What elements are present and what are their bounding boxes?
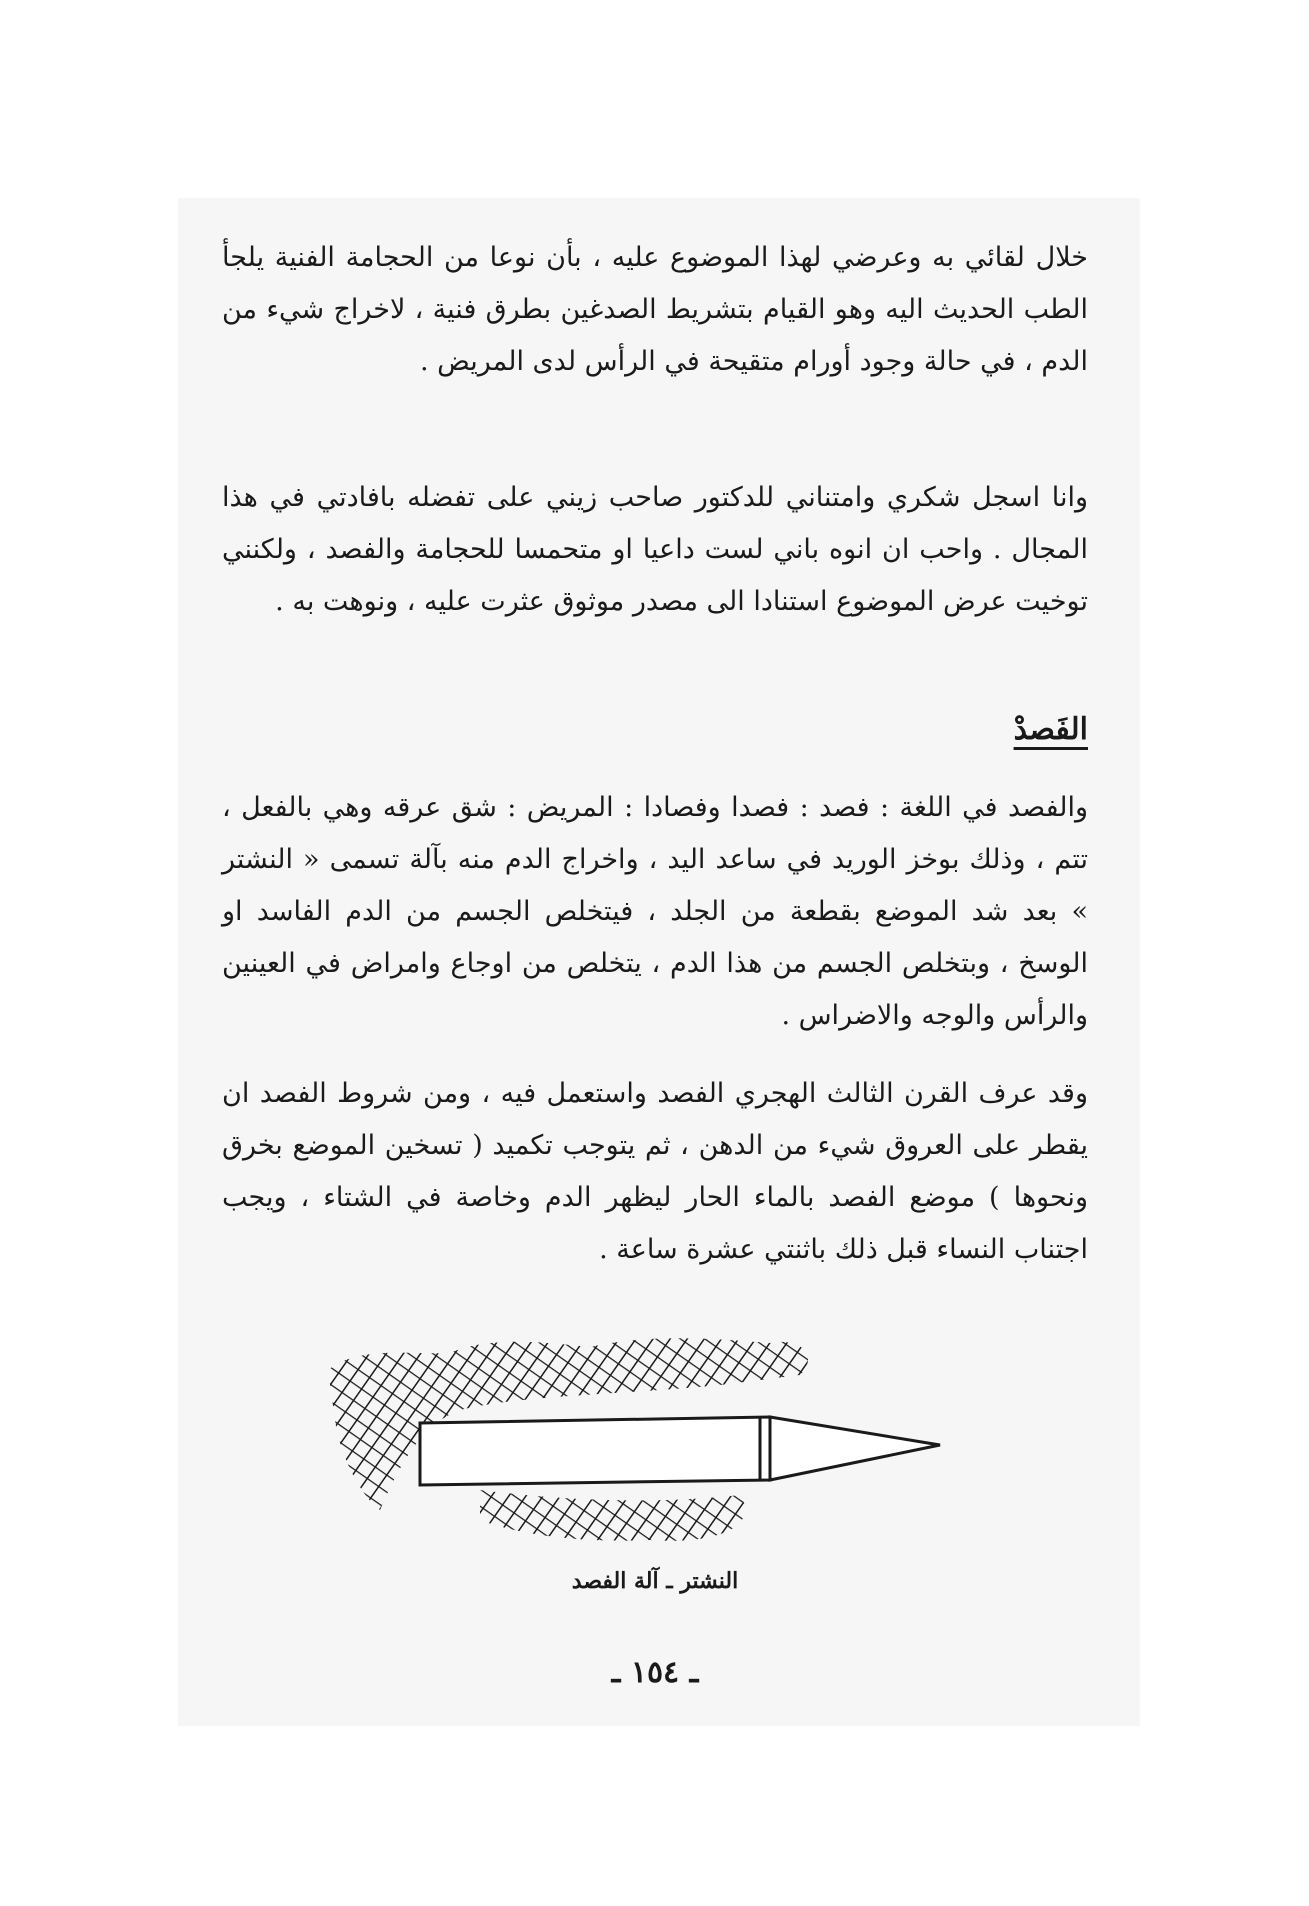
section-heading: الفَصدْ bbox=[1013, 712, 1088, 747]
figure-caption: النشتر ـ آلة الفصد bbox=[571, 1568, 739, 1594]
lancet-illustration bbox=[320, 1325, 960, 1545]
paragraph-3: والفصد في اللغة : فصد : فصدا وفصادا : المريض : شق عرقه وهي بالفعل ، تتم ، وذلك بوخز الوريد في ساعد اليد ، واخراج الدم منه بآلة تسمى « النشتر » بعد شد الموضع بقطعة من الجلد ، فيتخلص الجسم من الدم الفاسد او الوسخ ، وبتخلص الجسم من هذا الدم ، يتخلص من اوجاع وامراض في العينين والرأس والوجه والاضراس . bbox=[222, 792, 1088, 1031]
paragraph-1: خلال لقائي به وعرضي لهذا الموضوع عليه ، بأن نوعا من الحجامة الفنية يلجأ الطب الحديث اليه وهو القيام بتشريط الصدغين بطرق فنية ، لاخراج شيء من الدم ، في حالة وجود أورام متقيحة في الرأس لدى المريض . bbox=[222, 242, 1088, 377]
page-number: ـ ١٥٤ ـ bbox=[611, 1655, 699, 1690]
paragraph-4: وقد عرف القرن الثالث الهجري الفصد واستعمل فيه ، ومن شروط الفصد ان يقطر على العروق شيء من الدهن ، ثم يتوجب تكميد ( تسخين الموضع بخرق ونحوها ) موضع الفصد بالماء الحار ليظهر الدم وخاصة في الشتاء ، ويجب اجتناب النساء قبل ذلك باثنتي عشرة ساعة . bbox=[222, 1078, 1088, 1265]
paragraph-2: وانا اسجل شكري وامتناني للدكتور صاحب زيني على تفضله بافادتي في هذا المجال . واحب ان انوه باني لست داعيا او متحمسا للحجامة والفصد ، ولكنني توخيت عرض الموضوع استنادا الى مصدر موثوق عثرت عليه ، ونوهت به . bbox=[222, 482, 1088, 617]
lancet-shape bbox=[420, 1417, 940, 1485]
